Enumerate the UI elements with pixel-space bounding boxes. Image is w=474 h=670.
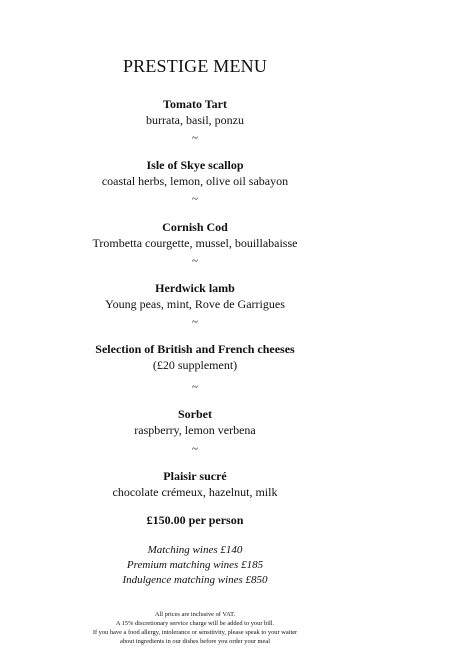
course-separator: ~ bbox=[192, 255, 198, 267]
course-item bbox=[0, 157, 390, 189]
footer-line: All prices are inclusive of VAT. bbox=[154, 611, 236, 618]
course-name: Cornish Cod bbox=[162, 220, 228, 234]
course-item bbox=[0, 96, 390, 128]
course-separator: ~ bbox=[192, 381, 198, 393]
footer-line: about ingredients in our dishes before you order your meal bbox=[120, 638, 270, 645]
wine-option: Indulgence matching wines £850 bbox=[122, 574, 268, 586]
course-description: chocolate crémeux, hazelnut, milk bbox=[112, 485, 278, 499]
course-separator: ~ bbox=[192, 193, 198, 205]
course-name: Selection of British and French cheeses bbox=[95, 342, 295, 356]
course-description: (£20 supplement) bbox=[152, 358, 238, 372]
course-separator: ~ bbox=[192, 316, 198, 328]
course-item bbox=[0, 219, 390, 251]
wine-option: Matching wines £140 bbox=[147, 544, 243, 556]
course-description: burrata, basil, ponzu bbox=[146, 113, 244, 127]
menu-title: PRESTIGE MENU bbox=[122, 56, 268, 76]
footer-line: If you have a food allergy, intolerance or sensitivity, please speak to your waiter bbox=[92, 629, 298, 636]
course-separator: ~ bbox=[192, 132, 198, 144]
footer-notes bbox=[0, 610, 390, 646]
course-name: Herdwick lamb bbox=[155, 281, 235, 295]
course-item bbox=[0, 280, 390, 312]
course-name: Plaisir sucré bbox=[163, 469, 227, 483]
course-item bbox=[0, 468, 390, 500]
course-item bbox=[0, 406, 390, 438]
course-description: raspberry, lemon verbena bbox=[134, 423, 256, 437]
wine-pairings bbox=[0, 543, 390, 588]
menu-price: £150.00 per person bbox=[146, 513, 244, 527]
course-description: Trombetta courgette, mussel, bouillabaisse bbox=[92, 236, 298, 250]
course-description: Young peas, mint, Rove de Garrigues bbox=[105, 297, 285, 311]
course-name: Sorbet bbox=[178, 407, 212, 421]
course-name: Tomato Tart bbox=[163, 97, 227, 111]
course-item bbox=[0, 341, 390, 373]
course-separator: ~ bbox=[192, 443, 198, 455]
course-name: Isle of Skye scallop bbox=[146, 158, 244, 172]
footer-line: A 15% discretionary service charge will be added to your bill. bbox=[115, 620, 275, 627]
wine-option: Premium matching wines £185 bbox=[126, 559, 264, 571]
course-description: coastal herbs, lemon, olive oil sabayon bbox=[101, 174, 289, 188]
